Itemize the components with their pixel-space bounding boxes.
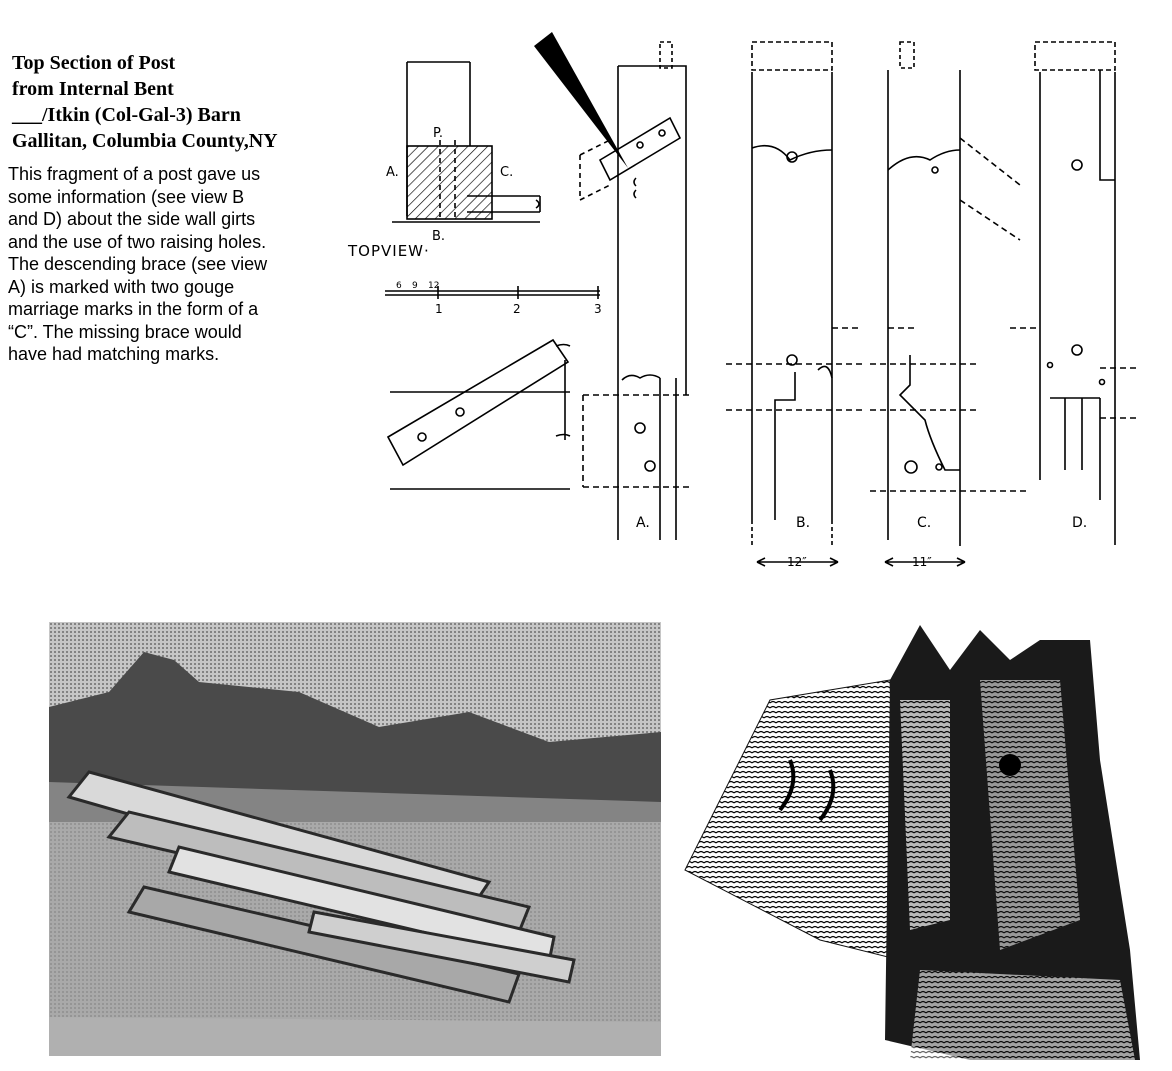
scale-minor-label: 9 [412, 281, 418, 291]
view-b-label: B. [796, 515, 811, 531]
title-line: Top Section of Post [12, 52, 176, 74]
description-paragraph: This fragment of a post gave us some information (see view B and D) about the side wall girts and the use of two raising holes. The descending brace (see view A) is marked with two gouge marriage marks in the form of a “C”. The missing brace would have had matching marks. [8, 164, 268, 364]
barn-timbers-photo [49, 622, 661, 1056]
view-d-drawing [1010, 42, 1140, 545]
title-line: from Internal Bent [12, 78, 174, 100]
label-b: B. [432, 229, 446, 244]
label-p: P. [433, 126, 443, 141]
top-view-caption: TOPVIEW· [348, 242, 430, 260]
dimension-b: 12″ [787, 555, 807, 569]
post-fragment-photo [680, 620, 1170, 1070]
view-c-drawing [870, 42, 1030, 566]
pointer-arrow [534, 32, 628, 168]
label-c: C. [500, 165, 514, 180]
scale-major-label: 2 [513, 302, 521, 316]
brace-drawing [388, 340, 570, 489]
scale-major-label: 1 [435, 302, 443, 316]
title-line: ___/Itkin (Col-Gal-3) Barn [12, 104, 241, 126]
view-c-label: C. [917, 515, 932, 531]
scale-minor-label: 12 [428, 281, 440, 291]
label-a: A. [386, 165, 399, 180]
dimension-c: 11″ [912, 555, 932, 569]
scale-major-label: 3 [594, 302, 602, 316]
scale-minor-label: 6 [396, 281, 402, 291]
view-b-drawing [726, 42, 862, 566]
view-a-label: A. [636, 515, 650, 531]
title-line: Gallitan, Columbia County,NY [12, 130, 278, 152]
view-d-label: D. [1072, 515, 1088, 531]
top-view-drawing [392, 62, 540, 222]
marriage-marks [634, 178, 636, 198]
